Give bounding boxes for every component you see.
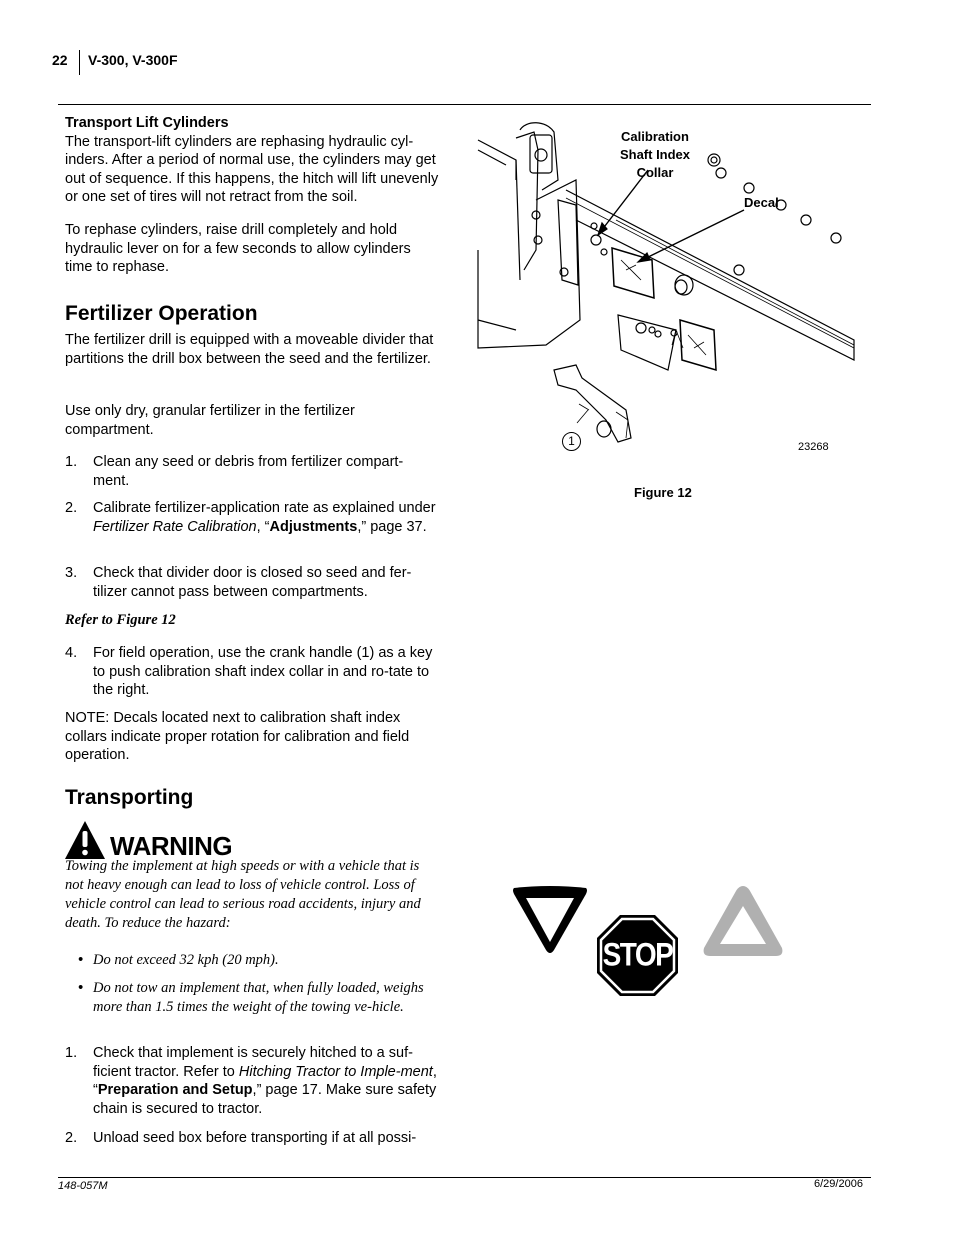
page-title: V-300, V-300F: [88, 52, 178, 68]
step-text: For field operation, use the crank handle (1) as a key to push calibration shaft index collar in and ro-tate to the right.: [93, 645, 433, 698]
step-text: Clean any seed or debris from fertilizer compart-ment.: [93, 454, 404, 489]
fertilizer-heading: Fertilizer Operation: [65, 302, 258, 325]
step-number: 1.: [65, 1045, 78, 1061]
stop-sign-text: STOP: [602, 936, 673, 973]
step-text: [93, 499, 439, 536]
slow-moving-vehicle-sign-icon: [702, 884, 784, 958]
transport-lift-subheading: Transport Lift Cylinders: [65, 115, 229, 131]
section-reference: Preparation and Setup: [97, 1082, 253, 1098]
document-date: 6/29/2006: [814, 1178, 863, 1190]
warning-icon: [63, 819, 107, 861]
bullet-dot: •: [78, 952, 84, 968]
bullet-text: Do not exceed 32 kph (20 mph).: [93, 952, 279, 968]
transporting-step-1: [65, 1044, 439, 1118]
transport-lift-section: [65, 114, 439, 207]
header-rule: [58, 104, 871, 105]
step-text: Unload seed box before transporting if at all possi-: [93, 1130, 417, 1146]
step-text-part: Calibrate fertilizer-application rate as explained under: [93, 500, 436, 516]
cross-reference: Hitching Tractor to Imple-ment: [238, 1063, 433, 1080]
fertilizer-para1: The fertilizer drill is equipped with a moveable divider that partitions the drill box between the seed and the fertilizer.: [65, 332, 434, 367]
step-text: [93, 1044, 439, 1118]
section-reference: Adjustments: [269, 518, 358, 535]
header-divider: [79, 50, 80, 75]
bullet-dot: •: [78, 980, 84, 996]
step-number: 2.: [65, 500, 78, 516]
fertilizer-step-1: [65, 453, 439, 490]
bullet-text: Do not tow an implement that, when fully loaded, weighs more than 1.5 times the weight of the towing ve-hicle.: [93, 980, 424, 1015]
warning-label: WARNING: [110, 831, 233, 861]
callout-1: 1: [562, 432, 581, 451]
transporting-heading: Transporting: [65, 786, 194, 809]
step-text-part: ,” page 37.: [357, 518, 427, 535]
document-number: 148-057M: [58, 1180, 108, 1192]
calibration-collar-label: Calibration Shaft Index Collar: [619, 129, 691, 180]
warning-bullet-1: [78, 951, 438, 970]
fertilizer-para2: Use only dry, granular fertilizer in the fertilizer compartment.: [65, 403, 355, 438]
footer-rule: [58, 1177, 871, 1178]
yield-sign-icon: [510, 884, 590, 956]
step-text-part: , “: [256, 518, 270, 535]
transporting-step-2: [65, 1129, 439, 1148]
fertilizer-step-2: [65, 499, 439, 536]
step-text-part: Check that implement is securely hitched to a suf-ficient tractor. Refer to: [93, 1045, 413, 1080]
fertilizer-step-3: [65, 564, 439, 601]
transport-lift-para2: To rephase cylinders, raise drill completely and hold hydraulic lever on for a few seconds to allow cylinders time to rephase.: [65, 222, 411, 275]
figure-reference: Refer to Figure 12: [65, 612, 176, 628]
warning-bullet-2: [78, 979, 438, 1017]
figure-caption: Figure 12: [634, 485, 692, 500]
warning-text: Towing the implement at high speeds or with a vehicle that is not heavy enough can lead to loss of vehicle control. Loss of vehicle control can lead to serious road accidents, injury and death. To reduce the hazard:: [65, 858, 421, 931]
page-number: 22: [52, 52, 68, 68]
step-text-part: ,” page 17. Make sure safety chain is secured to tractor.: [93, 1082, 437, 1117]
step-text-part: , “: [93, 1063, 437, 1098]
fertilizer-note: NOTE: Decals located next to calibration shaft index collars indicate proper rotation for calibration and field operation.: [65, 710, 410, 763]
decal-label: Decal: [744, 195, 779, 210]
figure-part-number: 23268: [798, 441, 829, 453]
step-number: 3.: [65, 565, 78, 581]
step-number: 2.: [65, 1130, 78, 1146]
step-number: 1.: [65, 454, 78, 470]
step-text: Check that divider door is closed so seed and fer-tilizer cannot pass between compartments.: [93, 565, 412, 600]
transport-lift-para1: The transport-lift cylinders are rephasing hydraulic cyl-inders. After a period of normal use, the cylinders may get out of sequence. If this happens, the hitch will lift unevenly or one set of tires will not retract from the soil.: [65, 133, 439, 205]
cross-reference: Fertilizer Rate Calibration: [93, 518, 257, 535]
step-number: 4.: [65, 645, 78, 661]
fertilizer-step-4: [65, 644, 439, 700]
